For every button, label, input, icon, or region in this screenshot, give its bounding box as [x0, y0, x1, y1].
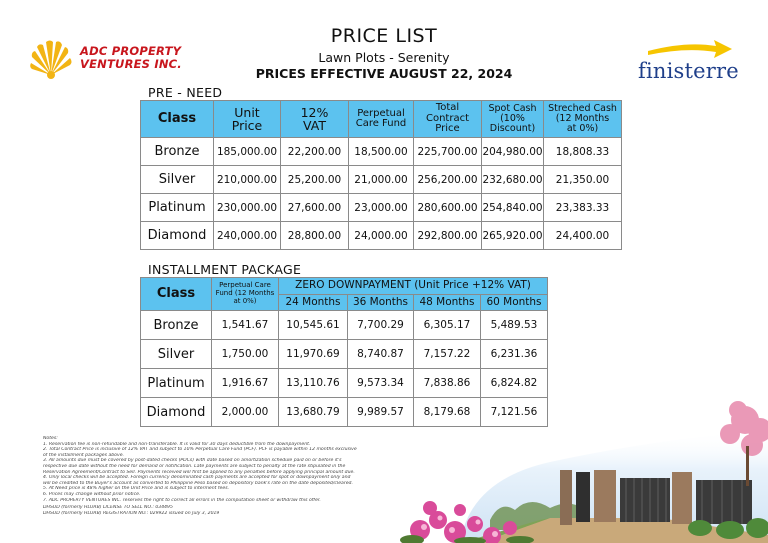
- tcp-cell: 280,600.00: [414, 194, 482, 222]
- memorial-park-gate-photo: [400, 400, 768, 543]
- class-cell: Silver: [141, 340, 212, 369]
- spot-cell: 265,920.00: [482, 222, 544, 250]
- class-cell: Diamond: [141, 222, 214, 250]
- installment-section-title: INSTALLMENT PACKAGE: [148, 262, 302, 277]
- notes: [43, 436, 423, 516]
- tcp-cell: 256,200.00: [414, 166, 482, 194]
- class-cell: Diamond: [141, 398, 212, 427]
- m48-cell: 7,838.86: [414, 369, 481, 398]
- registration-line: DHSUD (formerly HLURB) REGISTRATION NO.: 029922 issued on July 3, 2019: [43, 510, 220, 516]
- table-row: [141, 340, 548, 369]
- installment-header-row: [141, 278, 548, 295]
- pcf-cell: 1,541.67: [212, 311, 279, 340]
- brand-name: finisterre: [638, 59, 739, 83]
- tcp-cell: 292,800.00: [414, 222, 482, 250]
- col-class: Class: [141, 278, 212, 311]
- tcp-cell: 225,700.00: [414, 138, 482, 166]
- col-36-months: 36 Months: [348, 295, 414, 311]
- col-unit-price: Unit Price: [214, 101, 281, 138]
- m24-cell: 13,680.79: [279, 398, 348, 427]
- page-subtitle: Lawn Plots - Serenity: [318, 50, 450, 65]
- note-line: 4. Only local checks will be accepted. Foreign currency denominated cash payments are accepted for spot or downpayment only and: [43, 475, 351, 481]
- m60-cell: 7,121.56: [481, 398, 548, 427]
- m60-cell: 6,824.82: [481, 369, 548, 398]
- effective-date: PRICES EFFECTIVE AUGUST 22, 2024: [255, 66, 513, 81]
- col-pcf: Perpetual Care Fund (12 Months at 0%): [212, 278, 279, 311]
- m48-cell: 8,179.68: [414, 398, 481, 427]
- m36-cell: 7,700.29: [348, 311, 414, 340]
- stretched-cell: 23,383.33: [544, 194, 622, 222]
- spot-cell: 204,980.00: [482, 138, 544, 166]
- m48-cell: 7,157.22: [414, 340, 481, 369]
- m60-cell: 5,489.53: [481, 311, 548, 340]
- col-24-months: 24 Months: [279, 295, 348, 311]
- pcf-cell: 2,000.00: [212, 398, 279, 427]
- pcf-cell: 24,000.00: [349, 222, 414, 250]
- table-row: [141, 194, 622, 222]
- stretched-cell: 21,350.00: [544, 166, 622, 194]
- pcf-cell: 23,000.00: [349, 194, 414, 222]
- m24-cell: 11,970.69: [279, 340, 348, 369]
- vat-cell: 22,200.00: [281, 138, 349, 166]
- vat-cell: 28,800.00: [281, 222, 349, 250]
- m36-cell: 8,740.87: [348, 340, 414, 369]
- note-line: 5. At Need price is 48% higher on the Unit Price and is subject to interment fees.: [43, 486, 230, 492]
- m48-cell: 6,305.17: [414, 311, 481, 340]
- col-class: Class: [141, 101, 214, 138]
- vat-cell: 25,200.00: [281, 166, 349, 194]
- note-line: 3. All amounts due must be covered by post-dated checks (PDCs) with date based on amortization schedule paid on or before it's: [43, 458, 342, 464]
- note-line: Reservation Agreement/Contract to Sell. Payments received will first be applied to any penalties before applying principal amount due.: [43, 469, 355, 475]
- col-pcf: Perpetual Care Fund: [349, 101, 414, 138]
- unit-price-cell: 240,000.00: [214, 222, 281, 250]
- vat-cell: 27,600.00: [281, 194, 349, 222]
- m24-cell: 10,545.61: [279, 311, 348, 340]
- m60-cell: 6,231.36: [481, 340, 548, 369]
- spot-cell: 232,680.00: [482, 166, 544, 194]
- col-vat: 12% VAT: [281, 101, 349, 138]
- pcf-cell: 18,500.00: [349, 138, 414, 166]
- m36-cell: 9,989.57: [348, 398, 414, 427]
- pcf-cell: 1,750.00: [212, 340, 279, 369]
- class-cell: Platinum: [141, 194, 214, 222]
- table-row: [141, 166, 622, 194]
- company-name-line1: ADC PROPERTY: [80, 44, 182, 58]
- pre-need-section-title: PRE - NEED: [148, 85, 223, 100]
- col-tcp: Total Contract Price: [414, 101, 482, 138]
- col-stretched-cash: Streched Cash (12 Months at 0%): [544, 101, 622, 138]
- pcf-cell: 1,916.67: [212, 369, 279, 398]
- col-zero-downpayment: ZERO DOWNPAYMENT (Unit Price +12% VAT): [279, 278, 548, 295]
- col-60-months: 60 Months: [481, 295, 548, 311]
- note-line: 7. ADC PROPERTY VENTURES INC. reserves the right to correct all errors in the computation sheet or withdraw this offer.: [43, 497, 321, 503]
- table-row: [141, 222, 622, 250]
- company-name-line2: VENTURES INC.: [80, 57, 182, 71]
- unit-price-cell: 210,000.00: [214, 166, 281, 194]
- note-line: 2. Total Contract Price is inclusive of 12% VAT and subject to 10% Perpetual Care Fund (PCF). PCF is payable within 12 months exclusive: [43, 447, 357, 453]
- pcf-cell: 21,000.00: [349, 166, 414, 194]
- note-line: will be credited to the Buyer's account as converted to Philippine Peso based on depository bank's rate on the date deposited/cleared.: [43, 480, 353, 486]
- note-line: 6. Prices may change without prior notice.: [43, 491, 141, 497]
- table-row: [141, 311, 548, 340]
- class-cell: Bronze: [141, 311, 212, 340]
- notes-heading: Notes:: [43, 436, 58, 441]
- col-48-months: 48 Months: [414, 295, 481, 311]
- note-line: respective due date without the need for demand or notification. Late payments are subject to penalty at the rate stipulated in the: [43, 463, 346, 469]
- table-row: [141, 369, 548, 398]
- class-cell: Platinum: [141, 369, 212, 398]
- unit-price-cell: 230,000.00: [214, 194, 281, 222]
- pre-need-table: [140, 100, 622, 250]
- spot-cell: 254,840.00: [482, 194, 544, 222]
- table-row: [141, 138, 622, 166]
- m36-cell: 9,573.34: [348, 369, 414, 398]
- class-cell: Bronze: [141, 138, 214, 166]
- note-line: 1. Reservation fee is non-refundable and non-transferable. It is valid for 30 days deductible from the downpayment.: [43, 441, 311, 447]
- license-line: DHSUD (formerly HLURB) LICENSE TO SELL NO.: 034495: [43, 505, 173, 511]
- col-spot-cash: Spot Cash (10% Discount): [482, 101, 544, 138]
- unit-price-cell: 185,000.00: [214, 138, 281, 166]
- stretched-cell: 24,400.00: [544, 222, 622, 250]
- m24-cell: 13,110.76: [279, 369, 348, 398]
- class-cell: Silver: [141, 166, 214, 194]
- stretched-cell: 18,808.33: [544, 138, 622, 166]
- pre-need-header-row: [141, 101, 622, 138]
- page-title: PRICE LIST: [330, 25, 438, 47]
- note-line: of the installment packages above.: [43, 452, 124, 458]
